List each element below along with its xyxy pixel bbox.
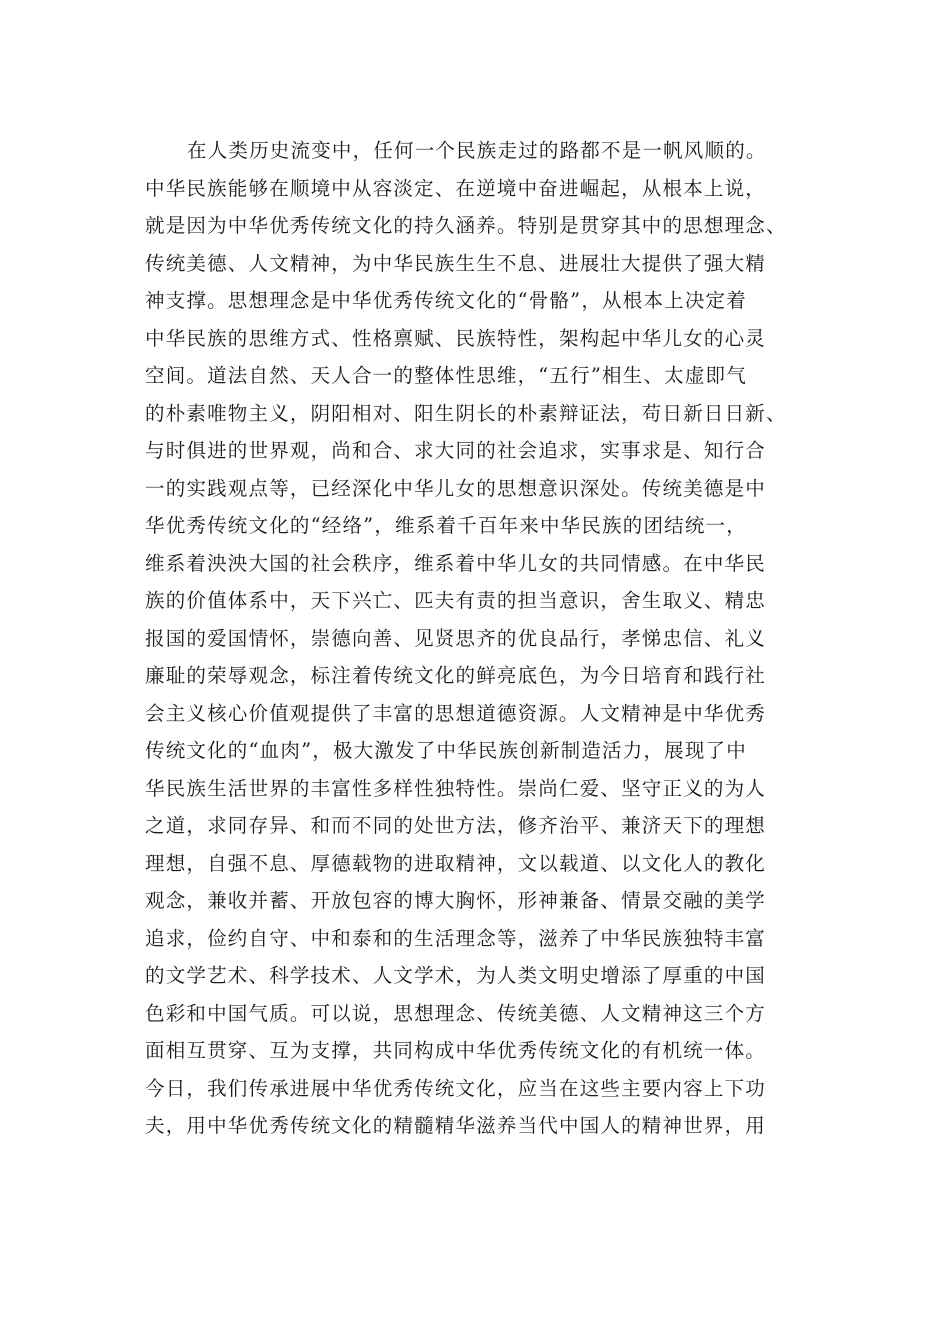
text-line: 色彩和中国气质。可以说，思想理念、传统美德、人文精神这三个方 [145, 1001, 767, 1025]
text-line: 在人类历史流变中，任何一个民族走过的路都不是一帆风顺的。 [187, 139, 767, 162]
text-line: 理想，自强不息、厚德载物的进取精神，文以载道、以文化人的教化 [145, 851, 767, 875]
text-line: 与时俱进的世界观，尚和合、求大同的社会追求，实事求是、知行合 [145, 439, 767, 462]
text-line: 面相互贯穿、互为支撑，共同构成中华优秀传统文化的有机统一体。 [145, 1039, 767, 1062]
text-line: 传统文化的“血肉”，极大激发了中华民族创新制造活力，展现了中 [145, 739, 747, 762]
text-line: 之道，求同存异、和而不同的处世方法，修齐治平、兼济天下的理想 [145, 814, 767, 837]
text-line: 空间。道法自然、天人合一的整体性思维，“五行”相生、太虚即气 [145, 364, 747, 387]
text-line: 夫，用中华优秀传统文化的精髓精华滋养当代中国人的精神世界，用 [145, 1114, 767, 1137]
text-line: 神支撑。思想理念是中华优秀传统文化的“骨骼”，从根本上决定着 [145, 289, 747, 312]
text-line: 会主义核心价值观提供了丰富的思想道德资源。人文精神是中华优秀 [145, 701, 767, 725]
text-line: 就是因为中华优秀传统文化的持久涵养。特别是贯穿其中的思想理念、 [145, 214, 787, 237]
text-line: 中华民族能够在顺境中从容淡定、在逆境中奋进崛起，从根本上说， [145, 176, 767, 200]
text-line: 传统美德、人文精神，为中华民族生生不息、进展壮大提供了强大精 [145, 251, 767, 275]
text-line: 中华民族的思维方式、性格禀赋、民族特性，架构起中华儿女的心灵 [145, 326, 767, 350]
text-line: 华优秀传统文化的“经络”，维系着千百年来中华民族的团结统一， [145, 514, 747, 537]
text-line: 一的实践观点等，已经深化中华儿女的思想意识深处。传统美德是中 [145, 476, 767, 500]
body-paragraph [145, 132, 810, 1145]
text-line: 追求，俭约自守、中和泰和的生活理念等，滋养了中华民族独特丰富 [145, 926, 767, 950]
text-line: 今日，我们传承进展中华优秀传统文化，应当在这些主要内容上下功 [145, 1076, 767, 1100]
text-line: 华民族生活世界的丰富性多样性独特性。崇尚仁爱、坚守正义的为人 [145, 776, 767, 800]
text-line: 观念，兼收并蓄、开放包容的博大胸怀，形神兼备、情景交融的美学 [145, 889, 767, 912]
text-line: 维系着泱泱大国的社会秩序，维系着中华儿女的共同情感。在中华民 [145, 551, 767, 575]
text-line: 廉耻的荣辱观念，标注着传统文化的鲜亮底色，为今日培育和践行社 [145, 664, 767, 687]
text-line: 的朴素唯物主义，阴阳相对、阳生阴长的朴素辩证法，苟日新日日新、 [145, 401, 787, 425]
text-line: 的文学艺术、科学技术、人文学术，为人类文明史增添了厚重的中国 [145, 964, 767, 987]
text-line: 族的价值体系中，天下兴亡、匹夫有责的担当意识，舍生取义、精忠 [145, 589, 767, 612]
text-line: 报国的爱国情怀，崇德向善、见贤思齐的优良品行，孝悌忠信、礼义 [145, 626, 767, 650]
